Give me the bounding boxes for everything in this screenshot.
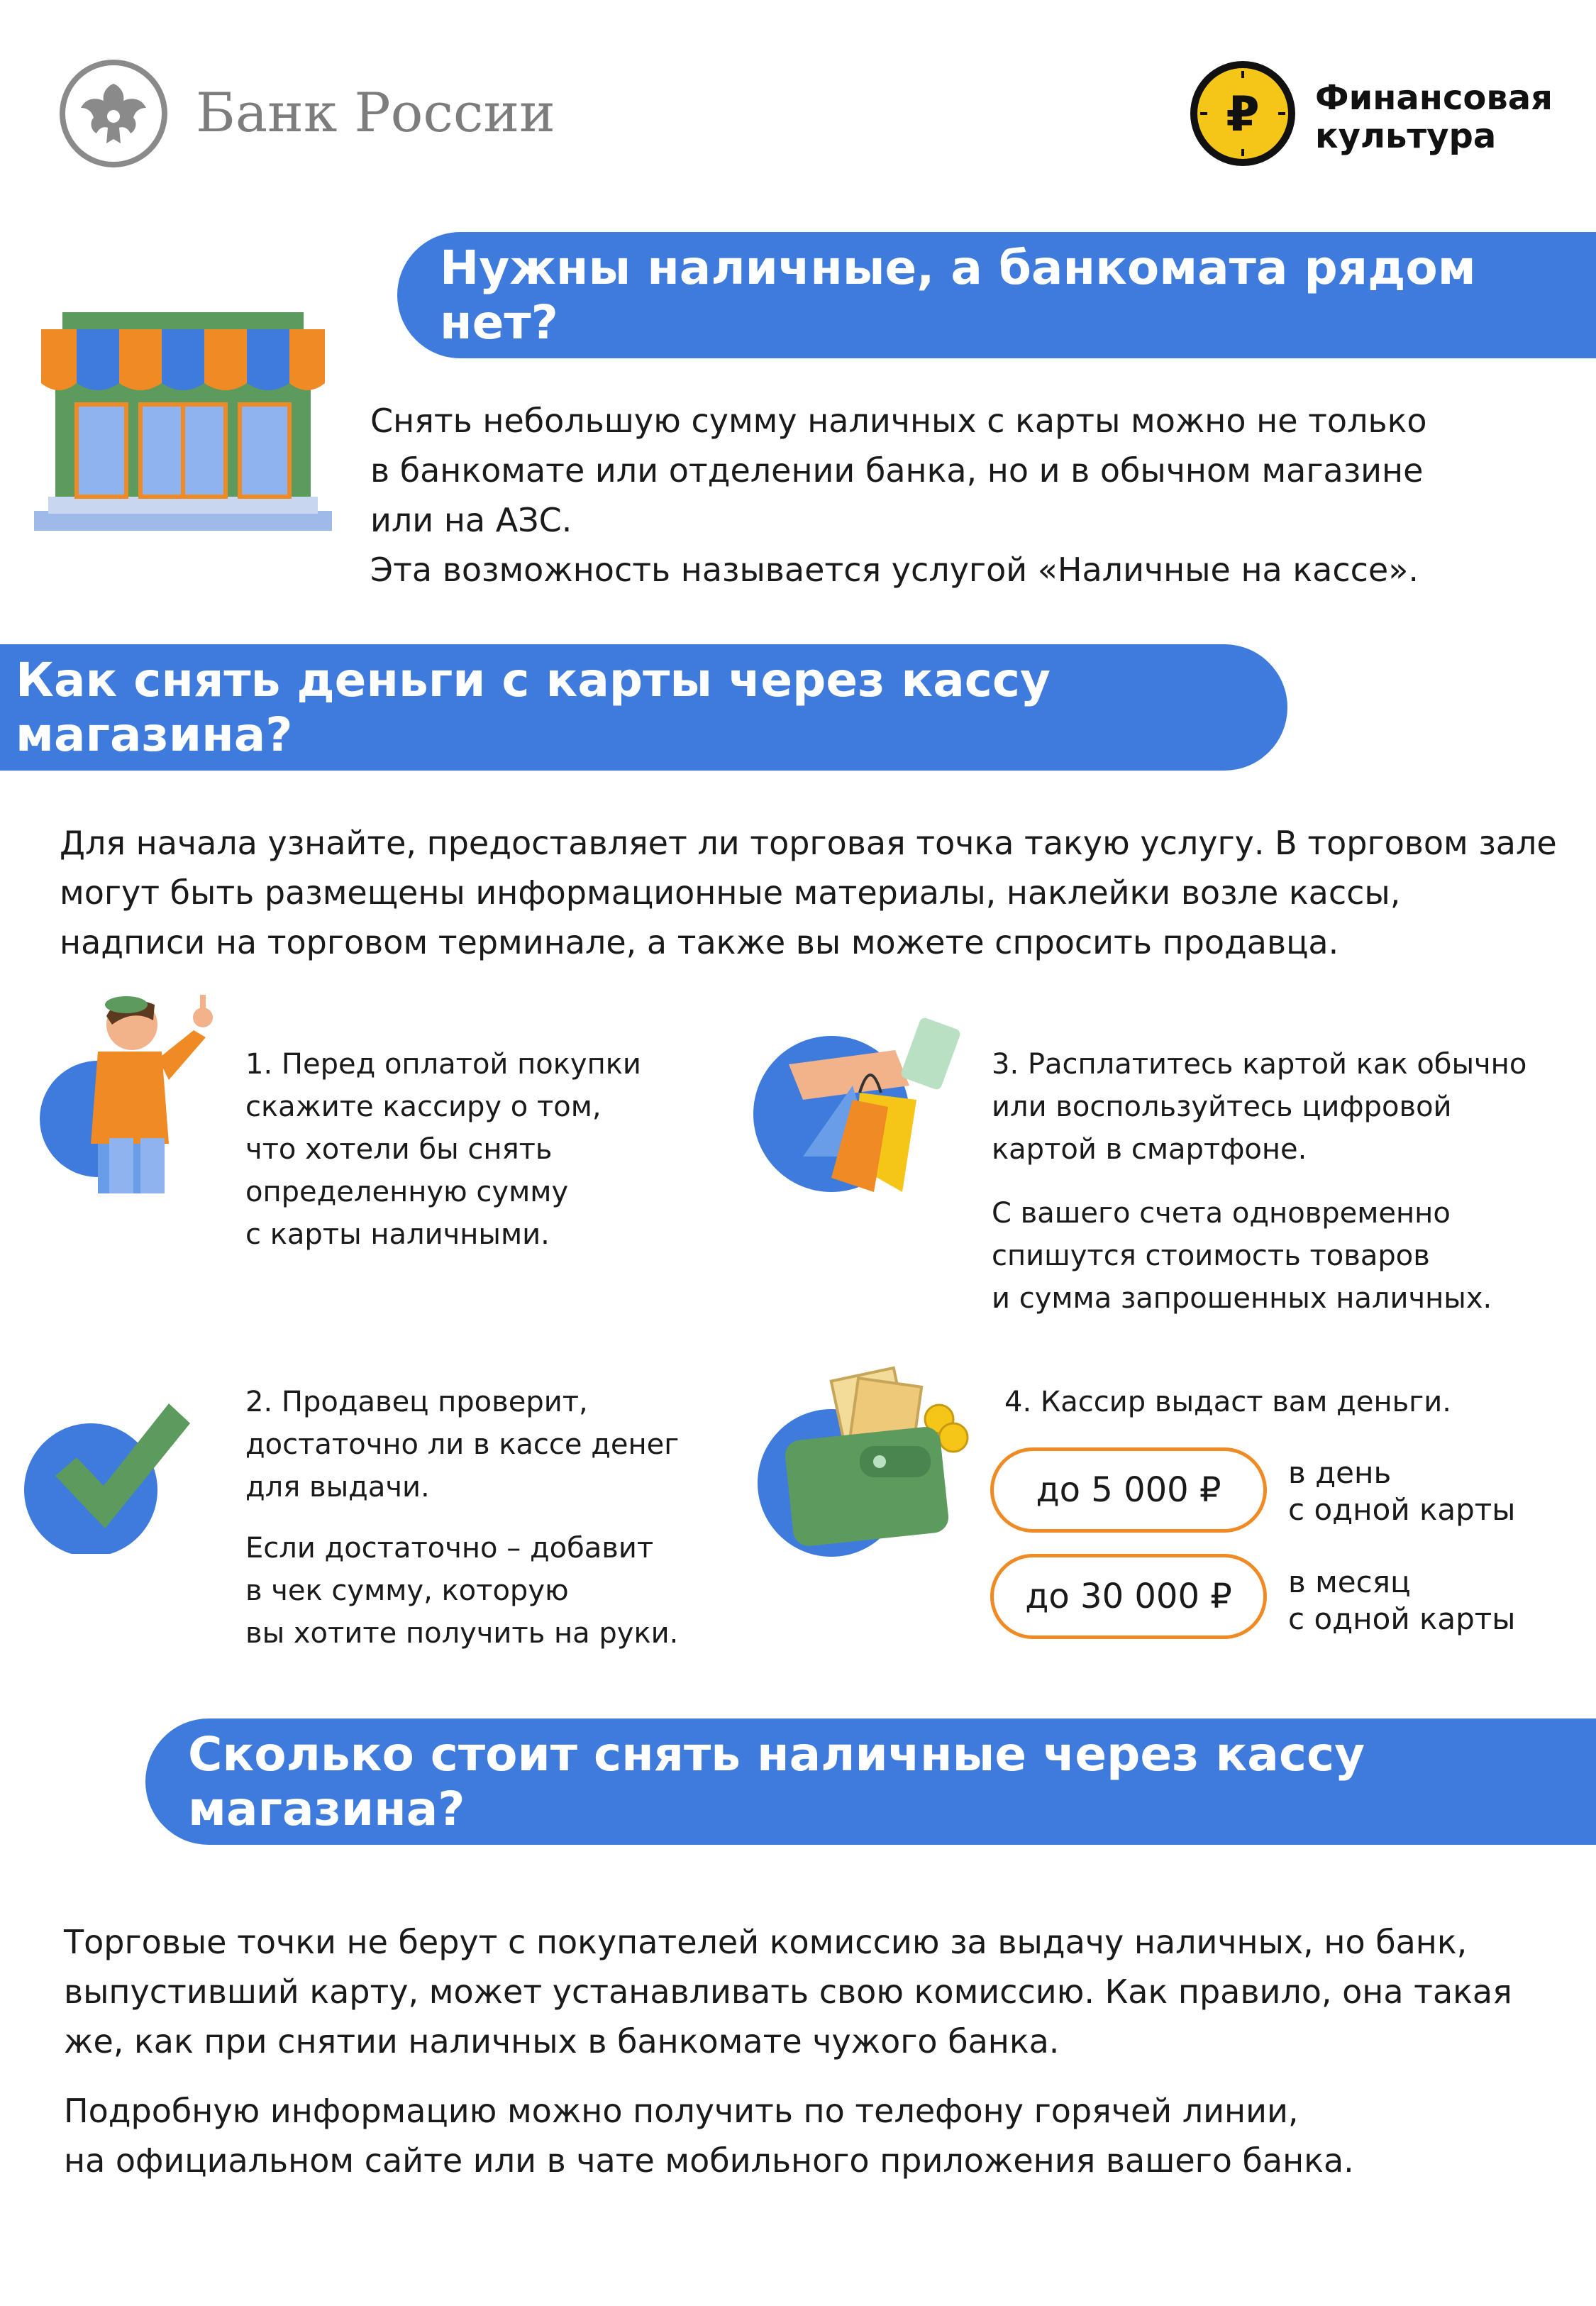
step3b-line-3: и сумма запрошенных наличных.	[992, 1282, 1492, 1315]
step3b-line-1: С вашего счета одновременно	[992, 1197, 1451, 1230]
step3a-line-1: 3. Расплатитесь картой как обычно	[992, 1048, 1527, 1081]
step3a-line-2: или воспользуйтесь цифровой	[992, 1091, 1452, 1123]
shop-icon	[34, 298, 332, 532]
bank-name: Банк России	[196, 81, 555, 144]
step2b-line-3: вы хотите получить на руки.	[245, 1617, 679, 1650]
step1-line-2: скажите кассиру о том,	[245, 1091, 602, 1123]
financial-culture-logo	[1186, 57, 1555, 170]
section1-line-2: в банкомате или отделении банка, но и в обычном магазине	[370, 451, 1424, 490]
section3-title	[145, 1719, 1596, 1845]
step2a-line-2: достаточно ли в кассе денег	[245, 1428, 680, 1461]
bank-of-russia-logo	[57, 57, 555, 170]
section1-text	[370, 396, 1576, 595]
section3-para2-line-1: Подробную информацию можно получить по телефону горячей линии,	[64, 2092, 1299, 2130]
section2-title-text: Как снять деньги с карты через кассу магазина?	[16, 653, 1051, 762]
step1-line-1: 1. Перед оплатой покупки	[245, 1048, 641, 1081]
limit-monthly-note-2: с одной карты	[1288, 1601, 1516, 1636]
step2b-text	[245, 1527, 742, 1655]
section1-line-4: Эта возможность называется услугой «Наличные на кассе».	[370, 551, 1419, 589]
section2-intro-line-2: могут быть размещены информационные материалы, наклейки возле кассы,	[60, 873, 1401, 912]
section2-intro-line-3: надписи на торговом терминале, а также вы можете спросить продавца.	[60, 923, 1339, 961]
fin-culture-line-2: культура	[1315, 116, 1497, 156]
step2a-line-1: 2. Продавец проверит,	[245, 1386, 588, 1418]
limit-daily-badge	[990, 1447, 1267, 1533]
step2a-line-3: для выдачи.	[245, 1471, 430, 1504]
section2-intro-line-1: Для начала узнайте, предоставляет ли торговая точка такую услугу. В торговом зале	[60, 824, 1557, 862]
section3-para2	[64, 2086, 1582, 2185]
person-pointing-icon	[20, 981, 233, 1193]
checkmark-icon	[20, 1384, 204, 1554]
eagle-emblem-icon	[57, 57, 170, 170]
limit-monthly-note-1: в месяц	[1288, 1565, 1411, 1599]
wallet-icon	[746, 1362, 973, 1561]
step1-line-5: с карты наличными.	[245, 1218, 550, 1251]
section1-line-3: или на АЗС.	[370, 501, 572, 539]
limit-daily-amount: до 5 000 ₽	[1036, 1470, 1221, 1510]
section1-line-1: Снять небольшую сумму наличных с карты можно не только	[370, 402, 1427, 440]
step3b-text	[992, 1192, 1587, 1320]
limit-daily-note	[1288, 1455, 1586, 1528]
limit-daily-note-2: с одной карты	[1288, 1492, 1516, 1527]
section2-intro	[60, 818, 1578, 967]
limit-monthly-badge	[990, 1554, 1267, 1639]
section3-para1-line-3: же, как при снятии наличных в банкомате чужого банка.	[64, 2022, 1060, 2060]
svg-text:₽: ₽	[1226, 87, 1260, 143]
step1-line-3: что хотели бы снять	[245, 1133, 553, 1166]
section1-title-text: Нужны наличные, а банкомата рядом нет?	[440, 241, 1476, 350]
fin-culture-line-1: Финансовая	[1315, 78, 1553, 118]
limit-monthly-note	[1288, 1564, 1586, 1638]
step2b-line-1: Если достаточно – добавит	[245, 1532, 654, 1565]
ruble-clock-icon	[1186, 57, 1299, 170]
limit-daily-note-1: в день	[1288, 1455, 1392, 1490]
section3-para1-line-2: выпустивший карту, может устанавливать свою комиссию. Как правило, она такая	[64, 1973, 1512, 2011]
limit-monthly-amount: до 30 000 ₽	[1025, 1577, 1232, 1616]
step1-text	[245, 1043, 728, 1256]
section3-para1-line-1: Торговые точки не берут с покупателей комиссию за выдачу наличных, но банк,	[64, 1923, 1468, 1961]
section3-para2-line-2: на официальном сайте или в чате мобильного приложения вашего банка.	[64, 2141, 1354, 2180]
step3a-text	[992, 1043, 1587, 1171]
section1-title	[397, 232, 1596, 358]
shopping-bags-icon	[746, 1008, 987, 1220]
step3b-line-2: спишутся стоимость товаров	[992, 1240, 1430, 1272]
step1-line-4: определенную сумму	[245, 1176, 569, 1208]
step4-text: 4. Кассир выдаст вам деньги.	[1004, 1386, 1451, 1418]
section3-title-text: Сколько стоит снять наличные через кассу магазина?	[188, 1727, 1365, 1836]
step3a-line-3: картой в смартфоне.	[992, 1133, 1307, 1166]
section3-para1	[64, 1917, 1582, 2066]
section2-title	[0, 644, 1287, 771]
step2a-text	[245, 1381, 742, 1508]
step2b-line-2: в чек сумму, которую	[245, 1574, 569, 1607]
